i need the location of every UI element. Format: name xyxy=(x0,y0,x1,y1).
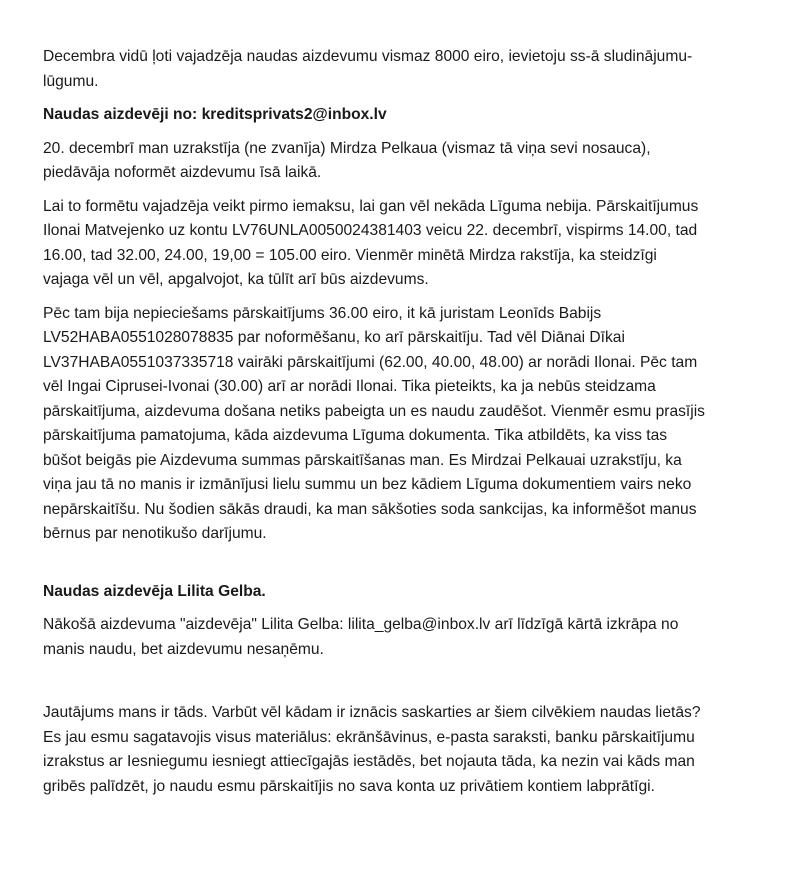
text-line: būšot beigās pie Aizdevuma summas pārskaitīšanas man. Es Mirdzai Pelkauai uzrakstīju, ka xyxy=(43,451,682,469)
paragraph-first-contact xyxy=(43,137,763,186)
text-line: Lai to formētu vajadzēja veikt pirmo iemaksu, lai gan vēl nekāda Līguma nebija. Pārskaitījumus xyxy=(43,197,699,215)
text-line: Es jau esmu sagatavojis visus materiālus: ekrānšāvinus, e-pasta saraksti, banku pārskaitījumu xyxy=(43,728,695,746)
paragraph-question xyxy=(43,701,763,799)
heading-second-lender: Naudas aizdevēja Lilita Gelba. xyxy=(43,582,266,600)
text-line: 20. decembrī man uzrakstīja (ne zvanīja) Mirdza Pelkaua (vismaz tā viņa sevi nosauca), xyxy=(43,139,651,157)
text-line: pārskaitījuma pamatojuma, kāda aizdevuma Līguma dokumenta. Tika atbildēts, ka viss tas xyxy=(43,427,668,444)
text-line: LV52HABA0551028078835 par noformēšanu, ko arī pārskaitīju. Tad vēl Diānai Dīkai xyxy=(43,329,625,346)
blank-line xyxy=(43,671,763,701)
text-line: vajaga vēl un vēl, apgalvojot, ka tūlīt arī būs aizdevums. xyxy=(43,271,429,288)
text-line: nepārskaitīšu. Nu šodien sākās draudi, ka man sākšoties soda sankcijas, ka informēšot manus xyxy=(43,500,697,518)
paragraph-request xyxy=(43,45,763,94)
text-line: pārskaitījuma, aizdevuma došana netiks pabeigta un es naudu zaudēšot. Vienmēr esmu prasījis xyxy=(43,402,705,420)
blank-line xyxy=(43,556,763,580)
text-line: lūgumu. xyxy=(43,72,99,90)
document-body xyxy=(43,45,763,808)
text-line: Pēc tam bija nepieciešams pārskaitījums 36.00 eiro, it kā juristam Leonīds Babijs xyxy=(43,304,602,322)
text-line: LV37HABA0551037335718 vairāki pārskaitījumi (62.00, 40.00, 48.00) ar norādi Ilonai. Pēc tam xyxy=(43,353,698,371)
text-line: Decembra vidū ļoti vajadzēja naudas aizdevumu vismaz 8000 eiro, ievietoju ss-ā sludinājumu- xyxy=(43,48,693,65)
text-line: Jautājums mans ir tāds. Varbūt vēl kādam ir iznācis saskarties ar šiem cilvēkiem naudas lietās? xyxy=(43,704,701,721)
text-line: 16.00, tad 32.00, 24.00, 19,00 = 105.00 eiro. Vienmēr minētā Mirdza rakstīja, ka steidzīgi xyxy=(43,246,657,264)
text-line: manis naudu, bet aizdevumu nesaņēmu. xyxy=(43,640,324,658)
text-line: Nākošā aizdevuma "aizdevēja" Lilita Gelba: lilita_gelba@inbox.lv arī līdzīgā kārtā izkrāpa no xyxy=(43,616,679,633)
text-line: vēl Ingai Ciprusei-Ivonai (30.00) arī ar norādi Ilonai. Tika pieteikts, ka ja nebūs steidzama xyxy=(43,378,656,395)
text-line: izrakstus ar Iesniegumu iesniegt attiecīgajās iestādēs, bet nojauta tāda, ka nezin vai kāds man xyxy=(43,753,695,770)
paragraph-first-payments xyxy=(43,195,763,293)
paragraph-further-payments xyxy=(43,302,763,547)
heading-lenders-email: Naudas aizdevēji no: kreditsprivats2@inbox.lv xyxy=(43,106,387,123)
paragraph-second-lender xyxy=(43,613,763,662)
text-line: bērnus par nenotikušo darījumu. xyxy=(43,525,267,542)
text-line: Ilonai Matvejenko uz kontu LV76UNLA0050024381403 veicu 22. decembrī, vispirms 14.00, tad xyxy=(43,222,698,239)
text-line: gribēs palīdzēt, jo naudu esmu pārskaitījis no sava konta uz privātiem kontiem labprātīgi. xyxy=(43,777,655,795)
text-line: piedāvāja noformēt aizdevumu īsā laikā. xyxy=(43,164,322,181)
text-line: viņa jau tā no manis ir izmānījusi lielu summu un bez kādiem Līguma dokumentiem vairs neko xyxy=(43,476,692,493)
